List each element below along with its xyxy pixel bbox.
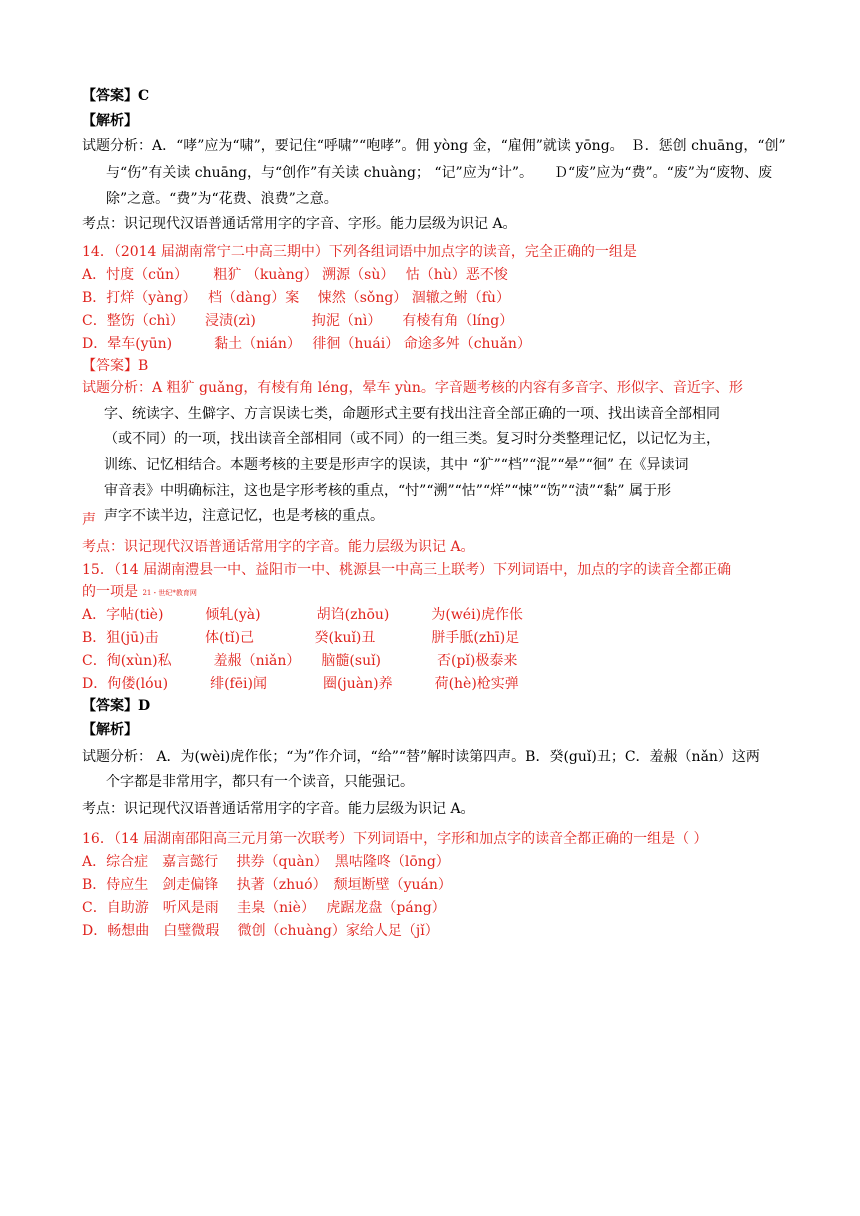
analysis-14-line-5: 审音表》中明确标注，这也是字形考核的重点，“忖”“溯”“怙”“烊”“悚”“饬”“渍”“黏” 属于形 <box>104 483 671 499</box>
kaodian-15: 考点：识记现代汉语普通话常用字的字音。能力层级为识记 A。 <box>82 801 475 817</box>
question-14: 14．（2014 届湖南常宁二中高三期中）下列各组词语中加点字的读音，完全正确的一组是 <box>82 244 637 260</box>
q14-option-b: B．打烊（yàng） 档（dàng）案 悚然（sǒng） 涸辙之鲋（fù） <box>82 290 510 306</box>
q16-option-c: C．自助游 听风是雨 圭臬（niè） 虎踞龙盘（páng） <box>82 900 446 916</box>
analysis-14-line-6: 声 <box>82 512 96 528</box>
answer-13: 【答案】C <box>82 88 150 104</box>
q14-option-d: D．晕车(yūn) 黏土（nián） 徘徊（huái） 命途多舛（chuǎn） <box>82 336 531 352</box>
analysis-13-line-2: 与“伤”有关读 chuāng，与“创作”有关读 chuàng； “记”应为“计”。 Ｄ“废”应为“费”。“废”为“废物、废 <box>106 165 773 181</box>
q16-option-d: D．畅想曲 白璧微瑕 微创（chuàng）家给人足（jǐ） <box>82 923 439 939</box>
q16-option-a: A．综合症 嘉言懿行 拱券（quàn） 黑咕隆咚（lōng） <box>82 854 450 870</box>
analysis-14-line-7: 声字不读半边，注意记忆，也是考核的重点。 <box>104 508 384 524</box>
q14-option-a: A．忖度（cǔn） 粗犷 （kuàng） 溯源（sù） 怙（hù）恶不悛 <box>82 267 508 283</box>
kaodian-14: 考点：识记现代汉语普通话常用字的字音。能力层级为识记 A。 <box>82 539 475 555</box>
analysis-14-line-2: 字、统读字、生僻字、方言误读七类，命题形式主要有找出注音全部正确的一项、找出读音全部相同 <box>104 406 720 422</box>
analysis-14-line-1: 试题分析：A 粗犷 guǎng，有棱有角 léng，晕车 yùn。字音题考核的内容有多音字、形似字、音近字、形 <box>82 380 743 396</box>
q15-option-a: A．字帖(tiè) 倾轧(yà) 胡诌(zhōu) 为(wéi)虎作伥 <box>82 607 524 623</box>
analysis-15-line-1: 试题分析： A．为(wèi)虎作伥；“为”作介词，“给”“替”解时读第四声。B．癸(guǐ)丑；C．羞赧（nǎn）这两 <box>82 749 760 765</box>
answer-15: 【答案】D <box>82 698 151 714</box>
watermark: 21・世纪*教育网 <box>142 589 197 597</box>
analysis-13-line-1: 试题分析：A．“哮”应为“啸”，要记住“呼啸”“咆哮”。佣 yòng 金，“雇佣”就读 yōng。 Ｂ．惩创 chuāng，“创” <box>82 138 786 154</box>
q14-option-c: C．整饬（chì） 浸渍(zì) 拘泥（nì） 有棱有角（líng） <box>82 313 514 329</box>
question-15-line-1: 15．（14 届湖南澧县一中、益阳市一中、桃源县一中高三上联考）下列词语中，加点的字的读音全都正确 <box>82 562 732 578</box>
analysis-label-15: 【解析】 <box>82 722 138 738</box>
kaodian-13: 考点：识记现代汉语普通话常用字的字音、字形。能力层级为识记 A。 <box>82 216 517 232</box>
analysis-13-line-3: 除”之意。“费”为“花费、浪费”之意。 <box>106 191 338 207</box>
q15-option-d: D．佝偻(lóu) 绯(fēi)闻 圈(juàn)养 荷(hè)枪实弹 <box>82 676 519 692</box>
question-15-line-2 <box>82 582 197 603</box>
question-16: 16．（14 届湖南邵阳高三元月第一次联考）下列词语中，字形和加点字的读音全都正确的一组是（ ） <box>82 831 708 847</box>
q15-option-c: C．徇(xùn)私 羞赧（niǎn） 脑髓(suǐ) 否(pǐ)极泰来 <box>82 653 518 669</box>
analysis-15-line-2: 个字都是非常用字，都只有一个读音，只能强记。 <box>106 774 414 790</box>
answer-14: 【答案】B <box>82 358 149 374</box>
question-15-text: 的一项是 <box>82 584 138 600</box>
q16-option-b: B．侍应生 剑走偏锋 执著（zhuó） 颓垣断壁（yuán） <box>82 877 452 893</box>
q15-option-b: B．狙(jū)击 体(tǐ)己 癸(kuǐ)丑 胼手胝(zhī)足 <box>82 630 520 646</box>
analysis-14-line-4: 训练、记忆相结合。本题考核的主要是形声字的误读，其中 “犷”“档”“混”“晕”“徊” 在《异读词 <box>104 457 689 473</box>
analysis-label-13: 【解析】 <box>82 113 138 129</box>
analysis-14-line-3: （或不同）的一项，找出读音全部相同（或不同）的一组三类。复习时分类整理记忆，以记忆为主， <box>104 431 720 447</box>
